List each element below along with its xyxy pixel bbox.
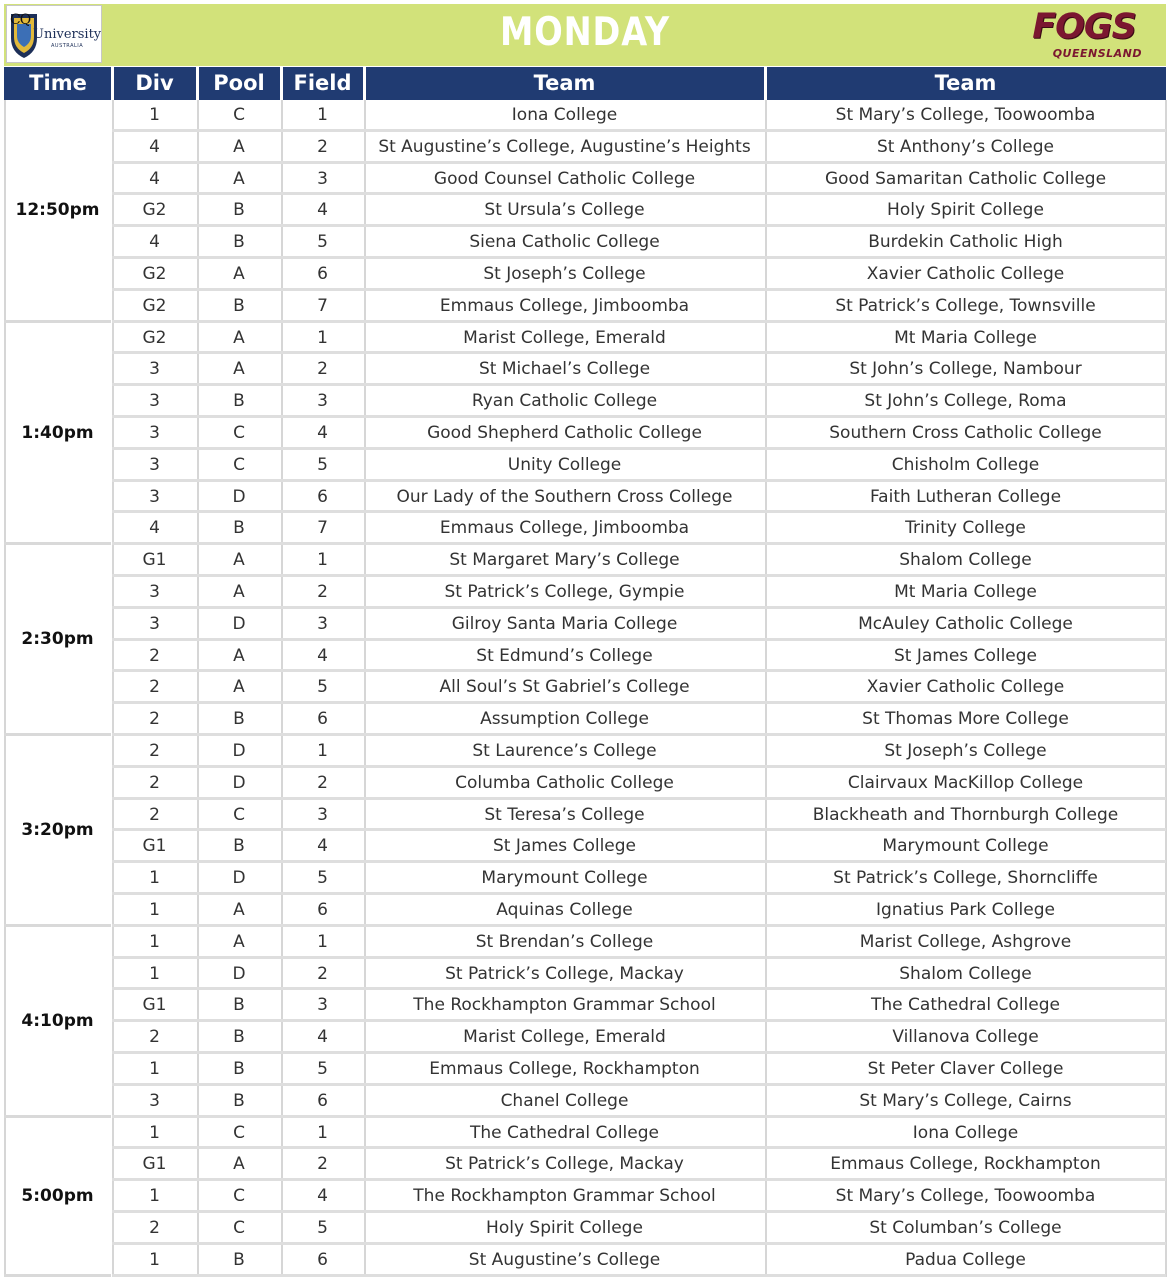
- div-cell: 3: [112, 354, 197, 386]
- team-2-cell: Emmaus College, Rockhampton: [765, 1149, 1166, 1181]
- pool-cell: D: [197, 768, 281, 800]
- time-slot-label: 2:30pm: [4, 545, 111, 736]
- pool-cell: B: [197, 1022, 281, 1054]
- field-cell: 7: [281, 513, 364, 545]
- team-2-cell: McAuley Catholic College: [765, 609, 1166, 641]
- div-cell: G2: [112, 323, 197, 354]
- team-1-cell: St Augustine’s College: [364, 1245, 765, 1277]
- team-1-cell: Emmaus College, Jimboomba: [364, 513, 765, 545]
- div-cell: 3: [112, 577, 197, 609]
- team-1-cell: Chanel College: [364, 1086, 765, 1118]
- pool-cell: D: [197, 482, 281, 513]
- pool-cell: B: [197, 227, 281, 259]
- field-cell: 2: [281, 768, 364, 800]
- field-cell: 2: [281, 354, 364, 386]
- team-2-cell: Blackheath and Thornburgh College: [765, 800, 1166, 831]
- team-1-cell: St Patrick’s College, Gympie: [364, 577, 765, 609]
- header-team-1: Team: [533, 71, 596, 95]
- field-cell: 5: [281, 450, 364, 482]
- team-2-cell: St James College: [765, 641, 1166, 672]
- div-cell: 3: [112, 450, 197, 482]
- field-cell: 1: [281, 1118, 364, 1149]
- field-cell: 3: [281, 800, 364, 831]
- pool-cell: B: [197, 990, 281, 1022]
- team-1-cell: The Rockhampton Grammar School: [364, 1181, 765, 1213]
- pool-cell: C: [197, 100, 281, 132]
- field-cell: 4: [281, 195, 364, 227]
- team-2-cell: Shalom College: [765, 959, 1166, 990]
- div-cell: 1: [112, 1245, 197, 1277]
- logo-queensland-text: QUEENSLAND: [1052, 47, 1142, 60]
- team-1-cell: The Cathedral College: [364, 1118, 765, 1149]
- title-banner: [4, 4, 1166, 66]
- field-cell: 4: [281, 1022, 364, 1054]
- team-2-cell: The Cathedral College: [765, 990, 1166, 1022]
- field-cell: 5: [281, 227, 364, 259]
- pool-cell: C: [197, 1213, 281, 1245]
- team-1-cell: Holy Spirit College: [364, 1213, 765, 1245]
- field-cell: 2: [281, 577, 364, 609]
- team-1-cell: Assumption College: [364, 704, 765, 736]
- header-time: Time: [29, 71, 87, 95]
- pool-cell: D: [197, 736, 281, 768]
- time-slot-label: 12:50pm: [4, 100, 111, 323]
- div-cell: 1: [112, 927, 197, 959]
- time-slot-label: 4:10pm: [4, 927, 111, 1118]
- div-cell: 2: [112, 736, 197, 768]
- field-cell: 4: [281, 641, 364, 672]
- team-1-cell: Columba Catholic College: [364, 768, 765, 800]
- table-header: [4, 67, 1166, 100]
- div-cell: 2: [112, 1022, 197, 1054]
- team-1-cell: The Rockhampton Grammar School: [364, 990, 765, 1022]
- div-cell: G1: [112, 545, 197, 577]
- div-cell: G2: [112, 195, 197, 227]
- pool-cell: B: [197, 513, 281, 545]
- pool-cell: B: [197, 386, 281, 418]
- team-2-cell: St Peter Claver College: [765, 1054, 1166, 1086]
- team-1-cell: Emmaus College, Jimboomba: [364, 291, 765, 323]
- pool-cell: A: [197, 927, 281, 959]
- pool-cell: B: [197, 1086, 281, 1118]
- div-cell: 2: [112, 672, 197, 704]
- pool-cell: A: [197, 164, 281, 195]
- field-cell: 4: [281, 1181, 364, 1213]
- div-cell: G1: [112, 1149, 197, 1181]
- div-cell: 1: [112, 863, 197, 895]
- field-cell: 6: [281, 482, 364, 513]
- team-1-cell: Siena Catholic College: [364, 227, 765, 259]
- team-2-cell: Mt Maria College: [765, 323, 1166, 354]
- team-2-cell: Villanova College: [765, 1022, 1166, 1054]
- team-2-cell: Clairvaux MacKillop College: [765, 768, 1166, 800]
- team-1-cell: St Patrick’s College, Mackay: [364, 1149, 765, 1181]
- team-2-cell: Good Samaritan Catholic College: [765, 164, 1166, 195]
- team-1-cell: St Edmund’s College: [364, 641, 765, 672]
- page-title: MONDAY: [499, 10, 670, 55]
- team-1-cell: St Brendan’s College: [364, 927, 765, 959]
- team-1-cell: St James College: [364, 831, 765, 863]
- team-2-cell: St John’s College, Roma: [765, 386, 1166, 418]
- team-1-cell: Good Shepherd Catholic College: [364, 418, 765, 450]
- pool-cell: A: [197, 323, 281, 354]
- logo-cq-text: CQ: [10, 12, 31, 28]
- div-cell: 1: [112, 895, 197, 927]
- field-cell: 1: [281, 736, 364, 768]
- team-1-cell: Emmaus College, Rockhampton: [364, 1054, 765, 1086]
- logo-australia-text: AUSTRALIA: [51, 43, 84, 49]
- pool-cell: A: [197, 672, 281, 704]
- team-1-cell: Gilroy Santa Maria College: [364, 609, 765, 641]
- team-2-cell: St Joseph’s College: [765, 736, 1166, 768]
- pool-cell: A: [197, 259, 281, 291]
- div-cell: 4: [112, 227, 197, 259]
- div-cell: 1: [112, 1181, 197, 1213]
- pool-cell: A: [197, 577, 281, 609]
- pool-cell: C: [197, 800, 281, 831]
- field-cell: 5: [281, 863, 364, 895]
- team-1-cell: St Augustine’s College, Augustine’s Heights: [364, 132, 765, 164]
- div-cell: 3: [112, 482, 197, 513]
- div-cell: 4: [112, 513, 197, 545]
- team-2-cell: St Mary’s College, Cairns: [765, 1086, 1166, 1118]
- field-cell: 6: [281, 1086, 364, 1118]
- team-1-cell: St Patrick’s College, Mackay: [364, 959, 765, 990]
- field-cell: 3: [281, 386, 364, 418]
- field-cell: 6: [281, 1245, 364, 1277]
- div-cell: 1: [112, 1054, 197, 1086]
- div-cell: 1: [112, 100, 197, 132]
- field-cell: 5: [281, 1213, 364, 1245]
- team-2-cell: St Anthony’s College: [765, 132, 1166, 164]
- field-cell: 5: [281, 1054, 364, 1086]
- team-1-cell: Our Lady of the Southern Cross College: [364, 482, 765, 513]
- team-1-cell: St Laurence’s College: [364, 736, 765, 768]
- team-2-cell: St John’s College, Nambour: [765, 354, 1166, 386]
- pool-cell: B: [197, 1245, 281, 1277]
- div-cell: 2: [112, 800, 197, 831]
- team-1-cell: St Joseph’s College: [364, 259, 765, 291]
- team-2-cell: Ignatius Park College: [765, 895, 1166, 927]
- team-1-cell: Unity College: [364, 450, 765, 482]
- team-2-cell: Marymount College: [765, 831, 1166, 863]
- team-2-cell: Chisholm College: [765, 450, 1166, 482]
- div-cell: G2: [112, 259, 197, 291]
- div-cell: 4: [112, 132, 197, 164]
- team-2-cell: Xavier Catholic College: [765, 259, 1166, 291]
- team-2-cell: Marist College, Ashgrove: [765, 927, 1166, 959]
- pool-cell: D: [197, 959, 281, 990]
- header-div: Div: [135, 71, 174, 95]
- field-cell: 3: [281, 990, 364, 1022]
- div-cell: 3: [112, 386, 197, 418]
- team-1-cell: St Ursula’s College: [364, 195, 765, 227]
- pool-cell: B: [197, 831, 281, 863]
- field-cell: 1: [281, 545, 364, 577]
- team-2-cell: St Mary’s College, Toowoomba: [765, 100, 1166, 132]
- div-cell: 1: [112, 1118, 197, 1149]
- field-cell: 2: [281, 1149, 364, 1181]
- div-cell: 3: [112, 418, 197, 450]
- div-cell: 2: [112, 641, 197, 672]
- team-1-cell: Iona College: [364, 100, 765, 132]
- team-2-cell: Mt Maria College: [765, 577, 1166, 609]
- team-2-cell: Xavier Catholic College: [765, 672, 1166, 704]
- team-1-cell: St Teresa’s College: [364, 800, 765, 831]
- logo-fogs-text: FOGS: [1032, 7, 1136, 47]
- pool-cell: A: [197, 545, 281, 577]
- team-1-cell: St Margaret Mary’s College: [364, 545, 765, 577]
- field-cell: 4: [281, 418, 364, 450]
- team-2-cell: St Columban’s College: [765, 1213, 1166, 1245]
- field-cell: 3: [281, 609, 364, 641]
- field-cell: 1: [281, 323, 364, 354]
- team-1-cell: Marymount College: [364, 863, 765, 895]
- team-1-cell: Ryan Catholic College: [364, 386, 765, 418]
- pool-cell: C: [197, 1118, 281, 1149]
- team-2-cell: Southern Cross Catholic College: [765, 418, 1166, 450]
- team-2-cell: St Patrick’s College, Shorncliffe: [765, 863, 1166, 895]
- team-2-cell: Holy Spirit College: [765, 195, 1166, 227]
- field-cell: 1: [281, 927, 364, 959]
- time-slot-label: 1:40pm: [4, 323, 111, 545]
- field-cell: 1: [281, 100, 364, 132]
- pool-cell: A: [197, 641, 281, 672]
- pool-cell: A: [197, 132, 281, 164]
- field-cell: 6: [281, 895, 364, 927]
- time-slot-label: 3:20pm: [4, 736, 111, 927]
- field-cell: 7: [281, 291, 364, 323]
- pool-cell: B: [197, 704, 281, 736]
- team-2-cell: Shalom College: [765, 545, 1166, 577]
- div-cell: G1: [112, 831, 197, 863]
- field-cell: 6: [281, 259, 364, 291]
- field-cell: 2: [281, 132, 364, 164]
- team-1-cell: St Michael’s College: [364, 354, 765, 386]
- div-cell: 4: [112, 164, 197, 195]
- team-2-cell: St Mary’s College, Toowoomba: [765, 1181, 1166, 1213]
- pool-cell: A: [197, 895, 281, 927]
- team-2-cell: St Patrick’s College, Townsville: [765, 291, 1166, 323]
- pool-cell: B: [197, 291, 281, 323]
- div-cell: 2: [112, 1213, 197, 1245]
- div-cell: 1: [112, 959, 197, 990]
- team-2-cell: St Thomas More College: [765, 704, 1166, 736]
- logo-university-text: University: [33, 27, 102, 42]
- field-cell: 6: [281, 704, 364, 736]
- pool-cell: A: [197, 1149, 281, 1181]
- field-cell: 2: [281, 959, 364, 990]
- team-2-cell: Trinity College: [765, 513, 1166, 545]
- pool-cell: D: [197, 863, 281, 895]
- team-1-cell: Marist College, Emerald: [364, 323, 765, 354]
- team-2-cell: Iona College: [765, 1118, 1166, 1149]
- team-1-cell: Aquinas College: [364, 895, 765, 927]
- pool-cell: C: [197, 418, 281, 450]
- div-cell: 2: [112, 704, 197, 736]
- pool-cell: B: [197, 195, 281, 227]
- team-1-cell: All Soul’s St Gabriel’s College: [364, 672, 765, 704]
- header-field: Field: [293, 71, 352, 95]
- div-cell: G2: [112, 291, 197, 323]
- div-cell: 3: [112, 609, 197, 641]
- pool-cell: C: [197, 450, 281, 482]
- time-slot-label: 5:00pm: [4, 1118, 111, 1277]
- pool-cell: D: [197, 609, 281, 641]
- team-1-cell: Marist College, Emerald: [364, 1022, 765, 1054]
- field-cell: 5: [281, 672, 364, 704]
- field-cell: 3: [281, 164, 364, 195]
- div-cell: 2: [112, 768, 197, 800]
- div-cell: 3: [112, 1086, 197, 1118]
- pool-cell: A: [197, 354, 281, 386]
- pool-cell: B: [197, 1054, 281, 1086]
- team-1-cell: Good Counsel Catholic College: [364, 164, 765, 195]
- team-2-cell: Padua College: [765, 1245, 1166, 1277]
- header-team-2: Team: [934, 71, 997, 95]
- field-cell: 4: [281, 831, 364, 863]
- pool-cell: C: [197, 1181, 281, 1213]
- team-2-cell: Burdekin Catholic High: [765, 227, 1166, 259]
- team-2-cell: Faith Lutheran College: [765, 482, 1166, 513]
- fogs-logo: [1016, 7, 1152, 63]
- div-cell: G1: [112, 990, 197, 1022]
- header-pool: Pool: [213, 71, 265, 95]
